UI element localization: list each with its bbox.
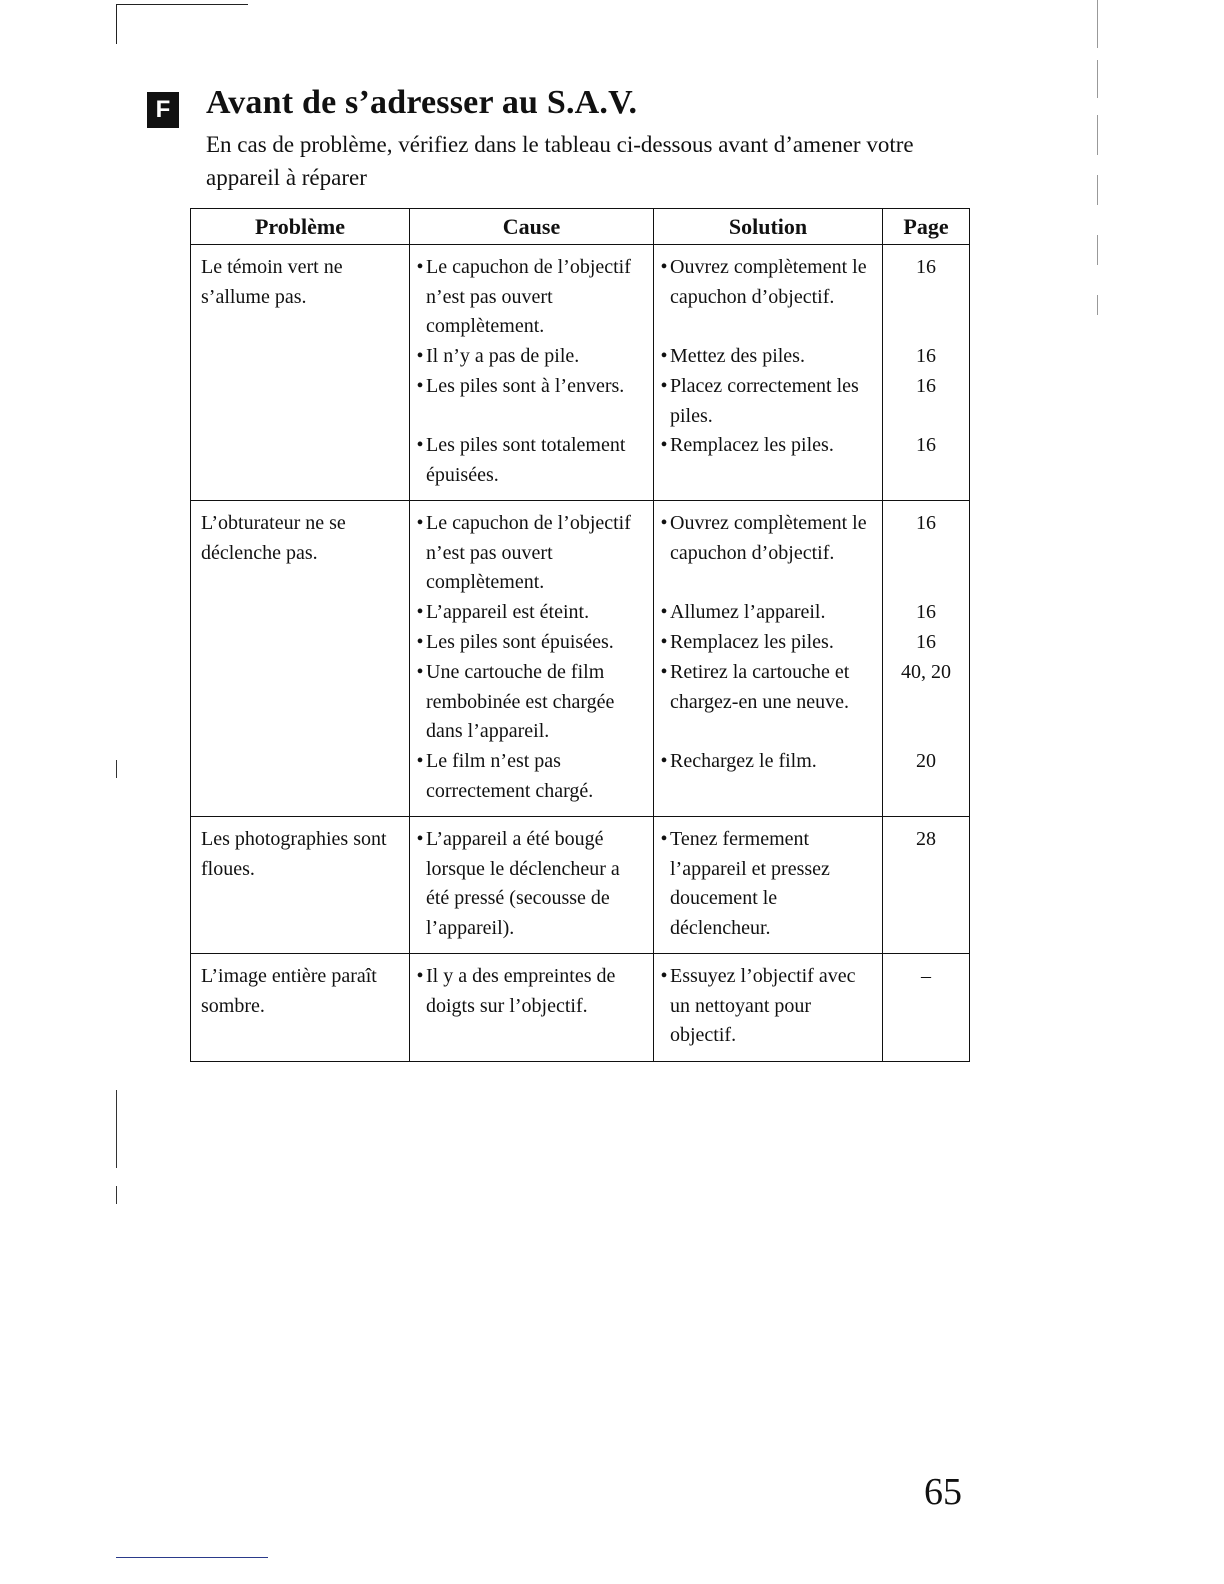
- bullet-icon: •: [660, 512, 668, 534]
- solution-cell: [654, 817, 883, 954]
- cause-text: Le capuchon de l’objectif n’est pas ouvert complètement.: [426, 512, 631, 593]
- bullet-icon: •: [416, 965, 424, 987]
- cause-text: Le capuchon de l’objectif n’est pas ouvert complètement.: [426, 256, 631, 337]
- problem-cell: L’image entière paraît sombre.: [191, 954, 410, 1062]
- margin-rule: [116, 1090, 117, 1168]
- bullet-icon: •: [416, 256, 424, 278]
- crop-mark: [116, 4, 117, 44]
- cause-text: Il n’y a pas de pile.: [426, 345, 580, 367]
- bullet-icon: •: [660, 828, 668, 850]
- bullet-icon: •: [660, 965, 668, 987]
- table-header-row: [191, 209, 970, 245]
- bullet-icon: •: [660, 345, 668, 367]
- solution-item: [658, 628, 876, 658]
- page-ref: 16: [916, 375, 936, 397]
- bullet-icon: •: [416, 601, 424, 623]
- cause-text: Il y a des empreintes de doigts sur l’objectif.: [426, 965, 616, 1017]
- cause-text: L’appareil est éteint.: [426, 601, 590, 623]
- cause-item: [414, 962, 647, 1021]
- page-ref: 28: [916, 828, 936, 850]
- solution-item: [658, 253, 876, 342]
- problem-cell: Le témoin vert ne s’allume pas.: [191, 245, 410, 501]
- solution-cell: [654, 501, 883, 817]
- bullet-icon: •: [416, 828, 424, 850]
- cause-item: [414, 253, 647, 342]
- solution-text: Remplacez les piles.: [670, 631, 834, 653]
- table-row: [191, 245, 970, 501]
- margin-rule: [116, 760, 117, 778]
- cause-text: Les piles sont épuisées.: [426, 631, 614, 653]
- solution-item: [658, 658, 876, 747]
- cause-text: L’appareil a été bougé lorsque le déclencheur a été pressé (secousse de l’appareil).: [426, 828, 620, 939]
- page-cell: [883, 501, 970, 817]
- solution-item: [658, 825, 876, 943]
- cause-text: Une cartouche de film rembobinée est chargée dans l’appareil.: [426, 661, 615, 742]
- solution-item: [658, 747, 876, 806]
- intro-text: En cas de problème, vérifiez dans le tableau ci-dessous avant d’amener votre appareil à réparer: [206, 132, 914, 190]
- solution-text: Ouvrez complètement le capuchon d’objectif.: [670, 256, 867, 308]
- cause-item: [414, 598, 647, 628]
- cause-cell: [410, 245, 654, 501]
- bullet-icon: •: [416, 750, 424, 772]
- page-ref: 16: [916, 434, 936, 456]
- page-cell: [883, 954, 970, 1062]
- solution-text: Placez correctement les piles.: [670, 375, 859, 427]
- page-cell: [883, 817, 970, 954]
- page-ref: 16: [916, 345, 936, 367]
- bullet-icon: •: [416, 512, 424, 534]
- crop-mark: [116, 4, 248, 5]
- problem-cell: Les photographies sont floues.: [191, 817, 410, 954]
- page-ref: –: [921, 965, 931, 987]
- cause-item: [414, 342, 647, 372]
- cause-cell: [410, 817, 654, 954]
- cause-text: Les piles sont à l’envers.: [426, 375, 625, 397]
- solution-text: Rechargez le film.: [670, 750, 817, 772]
- solution-text: Essuyez l’objectif avec un nettoyant pour objectif.: [670, 965, 856, 1046]
- solution-item: [658, 509, 876, 598]
- page-ref: 20: [916, 750, 936, 772]
- page-title: Avant de s’adresser au S.A.V.: [206, 84, 638, 121]
- bullet-icon: •: [416, 631, 424, 653]
- bullet-icon: •: [660, 375, 668, 397]
- cause-item: [414, 658, 647, 747]
- margin-rule: [1097, 115, 1098, 155]
- bullet-icon: •: [660, 256, 668, 278]
- margin-rule: [1097, 0, 1098, 48]
- header-problem: Problème: [191, 209, 410, 245]
- cause-cell: [410, 954, 654, 1062]
- bullet-icon: •: [416, 345, 424, 367]
- bullet-icon: •: [416, 434, 424, 456]
- solution-item: [658, 431, 876, 490]
- cause-item: [414, 825, 647, 943]
- bullet-icon: •: [660, 661, 668, 683]
- margin-rule: [116, 1186, 117, 1204]
- solution-text: Tenez fermement l’appareil et pressez doucement le déclencheur.: [670, 828, 830, 939]
- bullet-icon: •: [416, 661, 424, 683]
- cause-item: [414, 628, 647, 658]
- troubleshooting-table: [190, 208, 970, 1062]
- table-body: [191, 245, 970, 1062]
- solution-item: [658, 372, 876, 431]
- table-row: [191, 954, 970, 1062]
- bullet-icon: •: [660, 434, 668, 456]
- cause-item: [414, 372, 647, 431]
- page-number: 65: [924, 1471, 962, 1513]
- solution-text: Ouvrez complètement le capuchon d’objectif.: [670, 512, 867, 564]
- section-marker: F: [147, 92, 179, 128]
- solution-item: [658, 962, 876, 1051]
- cause-cell: [410, 501, 654, 817]
- cause-item: [414, 431, 647, 490]
- cause-text: Les piles sont totalement épuisées.: [426, 434, 626, 486]
- solution-text: Remplacez les piles.: [670, 434, 834, 456]
- page-ref: 16: [916, 512, 936, 534]
- bullet-icon: •: [660, 750, 668, 772]
- bullet-icon: •: [660, 631, 668, 653]
- page-ref: 40, 20: [901, 661, 951, 683]
- problem-cell: L’obturateur ne se déclenche pas.: [191, 501, 410, 817]
- page-cell: [883, 245, 970, 501]
- cause-item: [414, 747, 647, 806]
- solution-text: Allumez l’appareil.: [670, 601, 826, 623]
- table-row: [191, 817, 970, 954]
- bullet-icon: •: [660, 601, 668, 623]
- page-ref: 16: [916, 601, 936, 623]
- solution-cell: [654, 245, 883, 501]
- cause-text: Le film n’est pas correctement chargé.: [426, 750, 594, 802]
- margin-rule: [1097, 175, 1098, 205]
- header-page: Page: [883, 209, 970, 245]
- bottom-rule: [116, 1557, 268, 1558]
- solution-text: Retirez la cartouche et chargez-en une neuve.: [670, 661, 850, 713]
- page-ref: 16: [916, 631, 936, 653]
- page-ref: 16: [916, 256, 936, 278]
- table-row: [191, 501, 970, 817]
- solution-text: Mettez des piles.: [670, 345, 805, 367]
- margin-rule: [1097, 295, 1098, 315]
- bullet-icon: •: [416, 375, 424, 397]
- solution-cell: [654, 954, 883, 1062]
- margin-rule: [1097, 235, 1098, 265]
- cause-item: [414, 509, 647, 598]
- margin-rule: [1097, 60, 1098, 98]
- header-cause: Cause: [410, 209, 654, 245]
- solution-item: [658, 598, 876, 628]
- solution-item: [658, 342, 876, 372]
- header-solution: Solution: [654, 209, 883, 245]
